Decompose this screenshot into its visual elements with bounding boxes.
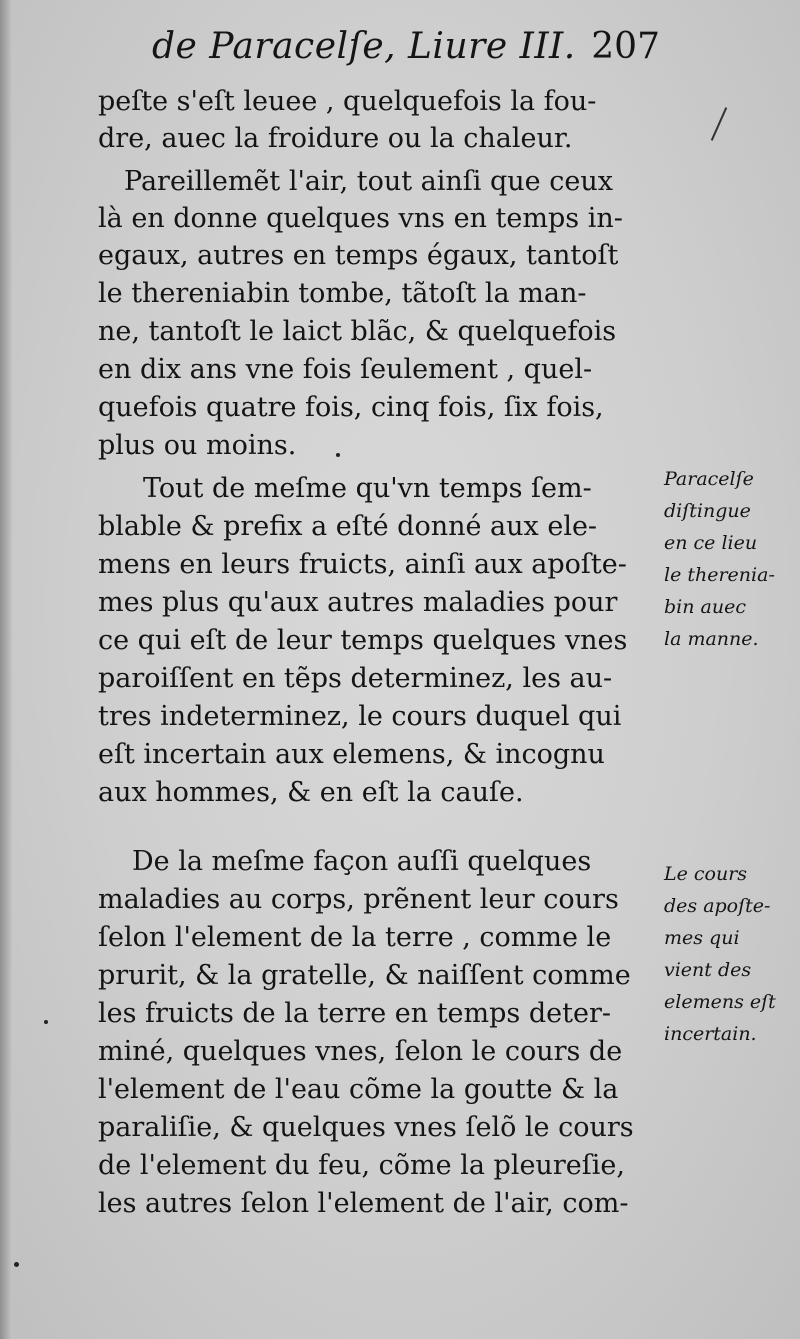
text-line: là en donne quelques vns en temps in- [98,203,623,234]
text-line: mens en leurs fruicts, ainſi aux apoſte- [98,549,627,580]
text-line: paroiſſent en tẽps determinez, les au- [98,663,613,694]
text-line: ne, tantoſt le laict blãc, & quelquefois [98,316,617,347]
text-line: les fruicts de la terre en temps deter- [98,998,611,1029]
margin-note-line: elemens eſt [664,991,776,1013]
text-line: les autres ſelon l'element de l'air, com- [98,1188,629,1219]
text-line: l'element de l'eau cõme la goutte & la [98,1074,619,1105]
text-line: Pareillemẽt l'air, tout ainſi que ceux [124,166,613,197]
margin-note-line: mes qui [664,927,740,949]
margin-note-line: la manne. [664,628,759,650]
text-line: plus ou moins. [98,430,297,461]
text-line: peſte s'eſt leuee , quelquefois la fou- [98,86,597,117]
text-line: prurit, & la gratelle, & naiſſent comme [98,960,631,991]
text-line: ce qui eſt de leur temps quelques vnes [98,625,628,656]
margin-note-line: incertain. [664,1023,757,1045]
margin-note-le-cours [664,858,794,1058]
margin-note-line: des apoſte- [664,895,771,917]
page-number: 207 [591,26,660,67]
text-line: en dix ans vne fois ſeulement , quel- [98,354,593,385]
text-line: dre, auec la froidure ou la chaleur. [98,123,573,154]
text-line: paraliſie, & quelques vnes ſelõ le cours [98,1112,634,1143]
text-line: blable & prefix a eſté donné aux ele- [98,511,598,542]
page-gutter-shadow [0,0,12,1339]
text-line: tres indeterminez, le cours duquel qui [98,701,622,732]
text-line: De la meſme façon auſſi quelques [132,846,592,877]
text-line: ſelon l'element de la terre , comme le [98,922,612,953]
text-line: quefois quatre fois, cinq fois, ſix fois, [98,392,604,423]
margin-note-line: diſtingue [664,500,751,522]
text-line: de l'element du feu, cõme la pleureſie, [98,1150,625,1181]
margin-note-line: le therenia- [664,564,775,586]
ink-speck [336,453,340,457]
text-line: maladies au corps, prẽnent leur cours [98,884,619,915]
ink-speck [14,1262,19,1267]
text-line: aux hommes, & en eſt la cauſe. [98,777,524,808]
text-line: miné, quelques vnes, ſelon le cours de [98,1036,623,1067]
text-line: mes plus qu'aux autres maladies pour [98,587,618,618]
running-head-title: de Paracelſe, Liure III. [152,26,576,67]
ink-mark [711,107,727,141]
margin-note-line: Paracelſe [664,468,754,490]
margin-note-line: Le cours [664,863,748,885]
text-line: egaux, autres en temps égaux, tantoſt [98,240,619,271]
margin-note-line: en ce lieu [664,532,758,554]
text-line: eſt incertain aux elemens, & incognu [98,739,605,770]
margin-note-line: vient des [664,959,752,981]
text-line: Tout de meſme qu'vn temps ſem- [143,473,592,504]
margin-note-line: bin auec [664,596,746,618]
margin-note-paracelse [664,463,794,663]
running-head [140,20,660,80]
ink-speck [44,1020,48,1024]
text-line: le thereniabin tombe, tãtoſt la man- [98,278,587,309]
